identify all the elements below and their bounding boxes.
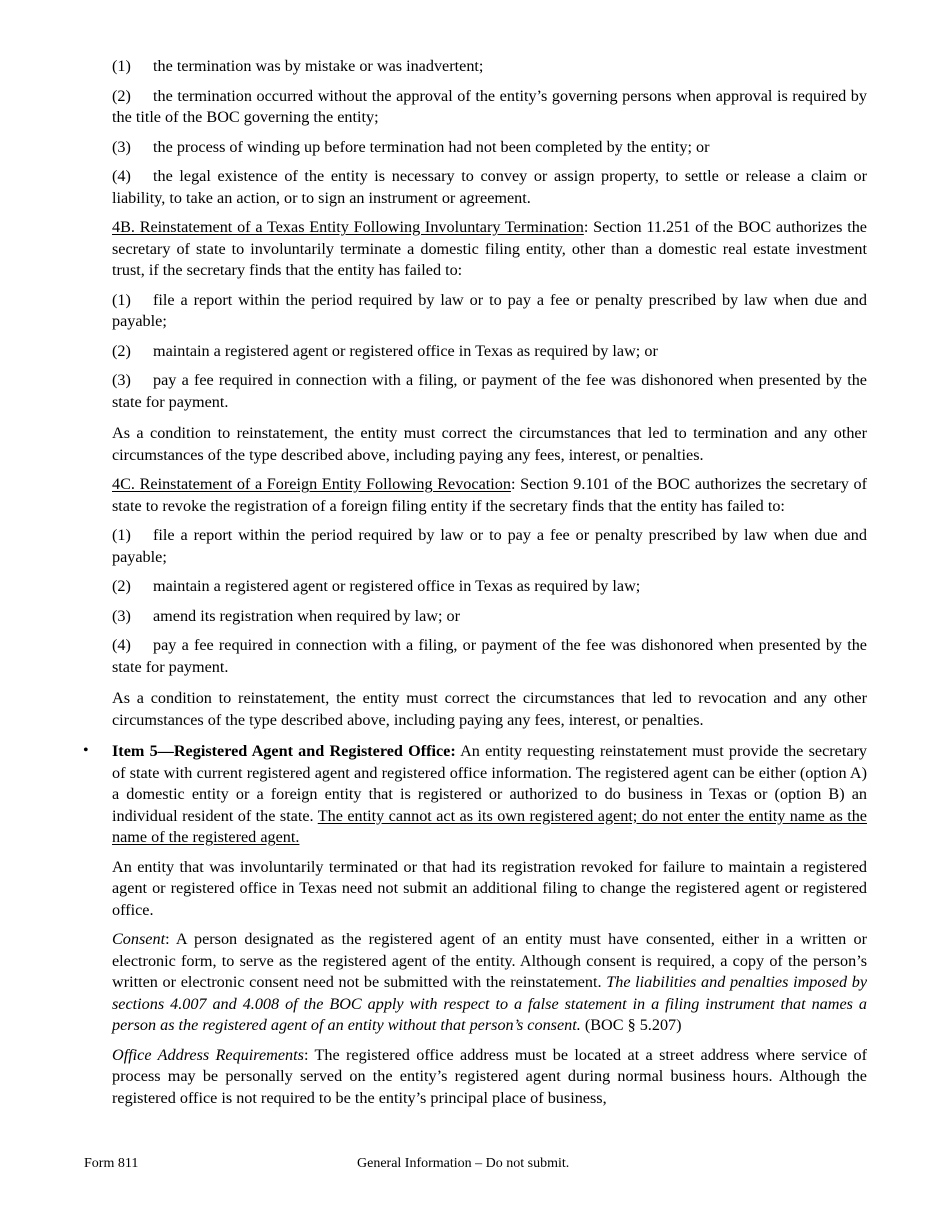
list-number: (4) xyxy=(112,167,131,185)
section-4c-condition: As a condition to reinstatement, the entity must correct the circumstances that led to revocation and any other circumstances of the type described above, including paying any fees, interest, or penalties. xyxy=(112,689,867,729)
office-address-body: : The registered office address must be located at a street address where service of process may be personally served on the entity’s registered agent during normal business hours. Although the registered office is not required to be the entity’s principal place of business, xyxy=(112,1045,867,1107)
footer-form-number: Form 811 xyxy=(84,1156,139,1171)
list-number: (2) xyxy=(112,341,131,360)
consent-citation: (BOC § 5.207) xyxy=(580,1016,682,1034)
consent-paragraph xyxy=(112,929,867,1037)
list-item xyxy=(112,56,867,78)
item-5-underlined-note: The entity cannot act as its own registered agent; do not enter the entity name as the name of the registered agent. xyxy=(112,806,867,846)
item-5-body: An entity requesting reinstatement must provide the secretary of state with current registered agent and registered office information. The registered agent can be either (option A) a domestic entity or a foreign entity that is registered or authorized to do business in Texas or (option B) an individual resident of the state. xyxy=(112,742,867,825)
list-item xyxy=(112,576,867,598)
item-5-heading: Item 5—Registered Agent and Registered Office: xyxy=(112,742,456,760)
consent-label: Consent xyxy=(112,930,166,948)
list-number: (1) xyxy=(112,526,131,544)
list-text: the termination occurred without the approval of the entity’s governing persons when approval is required by the title of the BOC governing the entity; xyxy=(112,86,867,126)
list-item xyxy=(112,635,867,678)
list-number: (3) xyxy=(112,606,131,625)
section-4b-intro xyxy=(112,217,867,282)
list-text: file a report within the period required by law or to pay a fee or penalty prescribed by law when due and payable; xyxy=(112,526,867,566)
section-4c-intro-text: : Section 9.101 of the BOC authorizes the secretary of state to revoke the registration of a foreign filing entity if the secretary finds that the entity has failed to: xyxy=(112,475,867,515)
item-5-paragraph xyxy=(83,741,867,849)
list-item xyxy=(112,166,867,209)
list-text: amend its registration when required by law; or xyxy=(153,606,461,625)
section-4c-intro xyxy=(112,474,867,517)
footer-note: General Information – Do not submit. xyxy=(357,1156,570,1171)
list-text: the process of winding up before termination had not been completed by the entity; or xyxy=(153,137,710,156)
section-4b-condition: As a condition to reinstatement, the entity must correct the circumstances that led to termination and any other circumstances of the type described above, including paying any fees, interest, or penalties. xyxy=(112,424,867,464)
consent-italic-note: The liabilities and penalties imposed by sections 4.007 and 4.008 of the BOC apply with respect to a false statement in a filing instrument that names a person as the registered agent of an entity without that person’s consent. xyxy=(112,973,867,1034)
list-item xyxy=(112,370,867,413)
list-number: (3) xyxy=(112,371,131,389)
list-text: maintain a registered agent or registered office in Texas as required by law; xyxy=(153,577,641,595)
page-body xyxy=(83,56,867,1117)
list-number: (3) xyxy=(112,137,131,156)
list-text: the legal existence of the entity is necessary to convey or assign property, to settle or release a claim or liability, to take an action, or to sign an instrument or agreement. xyxy=(112,167,867,207)
list-text: pay a fee required in connection with a filing, or payment of the fee was dishonored when presented by the state for payment. xyxy=(112,636,867,676)
list-item xyxy=(112,86,867,129)
item-5-paragraph-2: An entity that was involuntarily terminated or that had its registration revoked for failure to maintain a registered agent or registered office in Texas need not submit an additional filing to change the registered agent or registered office. xyxy=(112,857,867,919)
list-number: (2) xyxy=(112,577,131,595)
list-text: pay a fee required in connection with a filing, or payment of the fee was dishonored when presented by the state for payment. xyxy=(112,371,867,411)
list-number: (2) xyxy=(112,86,131,105)
list-item xyxy=(112,137,867,159)
bullet-icon: • xyxy=(83,742,89,759)
list-number: (4) xyxy=(112,636,131,654)
list-item xyxy=(112,341,867,363)
list-number: (1) xyxy=(112,290,131,309)
list-text: the termination was by mistake or was inadvertent; xyxy=(153,57,484,75)
section-4b-intro-text: : Section 11.251 of the BOC authorizes the secretary of state to involuntarily terminate a domestic filing entity, other than a domestic real estate investment trust, if the secretary finds that the entity has failed to: xyxy=(112,218,867,279)
list-number: (1) xyxy=(112,57,131,75)
office-address-paragraph xyxy=(112,1045,867,1110)
list-text: maintain a registered agent or registered office in Texas as required by law; or xyxy=(153,341,658,360)
list-item xyxy=(112,606,867,628)
list-item xyxy=(112,290,867,333)
section-4b-heading: 4B. Reinstatement of a Texas Entity Following Involuntary Termination xyxy=(112,218,584,236)
list-item xyxy=(112,525,867,568)
section-4c-heading: 4C. Reinstatement of a Foreign Entity Following Revocation xyxy=(112,475,511,493)
list-text: file a report within the period required by law or to pay a fee or penalty prescribed by law when due and payable; xyxy=(112,290,867,330)
consent-body: : A person designated as the registered agent of an entity must have consented, either in a written or electronic form, to serve as the registered agent of the entity. Although consent is required, a copy of the person’s written or electronic consent need not be submitted with the reinstatement. xyxy=(112,930,867,991)
office-address-label: Office Address Requirements xyxy=(112,1045,304,1064)
